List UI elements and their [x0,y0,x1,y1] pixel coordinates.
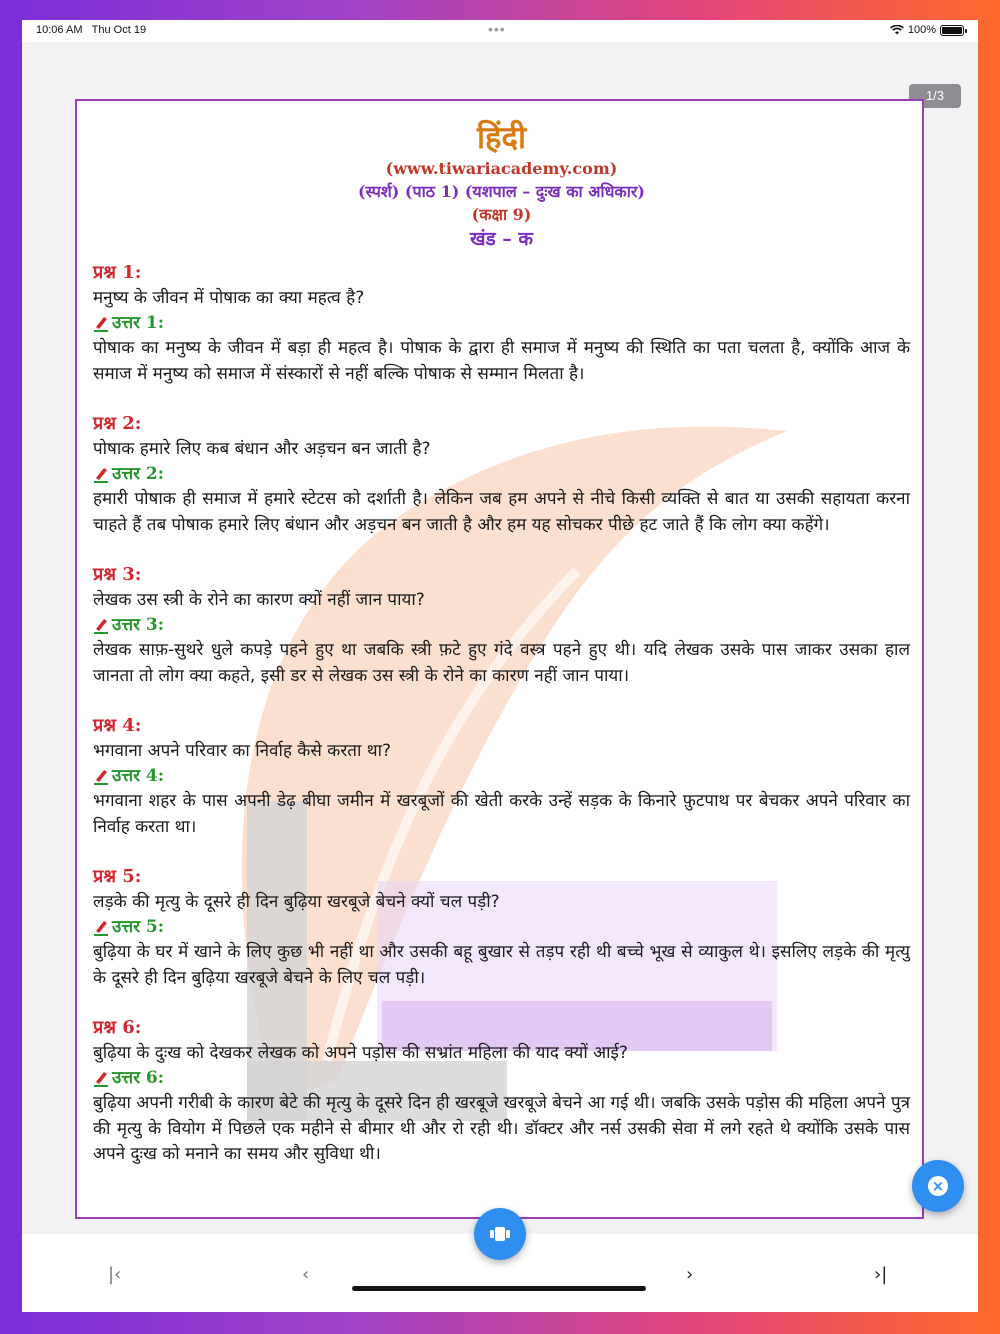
question-text: मनुष्य के जीवन में पोषाक का क्या महत्व है? [93,288,365,308]
home-indicator[interactable] [352,1286,646,1291]
status-bar [22,20,978,42]
qa-item [93,562,910,689]
view-mode-button[interactable] [474,1208,526,1260]
doc-section: खंड – क [469,228,534,250]
pen-icon [93,768,109,786]
wifi-icon [890,25,904,35]
view-mode-icon [489,1226,511,1242]
first-page-icon[interactable]: |‹ [108,1264,122,1285]
answer-text: बुढ़िया अपनी गरीबी के कारण बेटे की मृत्यु के दूसरे दिन ही खरबूजे खरबूजे बेचने आ गई थी। जबकि उसके पड़ोस की महिला अपने पुत्र की मृत्यु के वियोग में पिछले एक महीने से बीमार थी और रो रही थी। डॉक्टर और नर्स उसकी सेवा में लगे रहते थे क्योंकि उसके पास अपने दुःख को मनाने का समय और सुविधा थी। [93,1093,910,1164]
qa-item [93,411,910,538]
qa-item [93,260,910,387]
prev-page-icon[interactable]: ‹ [302,1264,310,1285]
answer-label: उत्तर 6: [93,1066,910,1091]
answer-text: बुढ़िया के घर में खाने के लिए कुछ भी नहीं था और उसकी बहू बुखार से तड़प रही थी बच्चे भूख से व्याकुल थे। इसलिए लड़के की मृत्यु के दूसरे ही दिन बुढ़िया खरबूजे बेचने के लिए चल पड़ी। [93,942,910,988]
answer-label: उत्तर 5: [93,915,910,940]
question-text: लेखक उस स्त्री के रोने का कारण क्यों नहीं जान पाया? [93,590,425,610]
page-content [77,101,924,1219]
close-button[interactable] [912,1160,964,1212]
answer-text: हमारी पोषाक ही समाज में हमारे स्टेटस को दर्शाती है। लेकिन जब हम अपने से नीचे किसी व्यक्ति से बात या उसकी सहायता करना चाहते हैं तब पोषाक हमारे लिए बंधान और अड़चन बन जाती है और हम यह सोचकर पीछे हट जाते हैं कि लोग क्या कहेंगे। [93,489,910,535]
pen-icon [93,617,109,635]
question-label: प्रश्न 6: [93,1017,142,1038]
answer-text: लेखक साफ़-सुथरे धुले कपड़े पहने हुए था जबकि स्त्री फ़टे हुए गंदे वस्त्र पहने हुए थी। यदि लेखक उसके पास जाकर उसका हाल जानता तो लोग क्या कहते, इसी डर से लेखक उस स्त्री के रोने का कारण नहीं जान पाया। [93,640,910,686]
answer-label: उत्तर 2: [93,462,910,487]
doc-title: हिंदी [477,120,526,156]
pdf-page[interactable] [75,99,924,1219]
pen-icon [93,1070,109,1088]
doc-class: (कक्षा 9) [471,205,532,224]
status-time: 10:06 AM Thu Oct 19 [36,24,147,36]
answer-label: उत्तर 4: [93,764,910,789]
last-page-icon[interactable]: ›| [874,1264,888,1285]
qa-item [93,713,910,840]
answer-label: उत्तर 3: [93,613,910,638]
pen-icon [93,919,109,937]
status-indicators [890,24,964,36]
answer-label: उत्तर 1: [93,311,910,336]
qa-item [93,1015,910,1168]
multitask-dots[interactable]: ••• [488,21,506,37]
ipad-screen [22,20,978,1312]
question-text: बुढ़िया के दुःख को देखकर लेखक को अपने पड़ोस की सभ्रांत महिला की याद क्यों आई? [93,1043,628,1063]
qa-item [93,864,910,991]
page-indicator: 1/3 [909,84,961,108]
question-label: प्रश्न 3: [93,564,142,585]
answer-text: पोषाक का मनुष्य के जीवन में बड़ा ही महत्व है। पोषाक के द्वारा ही समाज में मनुष्य की स्थिति का पता चलता है, क्योंकि आज के समाज में मनुष्य को समाज में संस्कारों से नहीं बल्कि पोषाक से सम्मान मिलता है। [93,338,910,384]
question-label: प्रश्न 4: [93,715,142,736]
question-label: प्रश्न 1: [93,262,142,283]
battery-percent: 100% [907,24,936,36]
question-text: पोषाक हमारे लिए कब बंधान और अड़चन बन जाती है? [93,439,431,459]
question-text: भगवाना अपने परिवार का निर्वाह कैसे करता था? [93,741,392,761]
doc-chapter: (स्पर्श) (पाठ 1) (यशपाल – दुःख का अधिकार) [358,182,645,201]
question-label: प्रश्न 2: [93,413,142,434]
pen-icon [93,466,109,484]
question-text: लड़के की मृत्यु के दूसरे ही दिन बुढ़िया खरबूजे बेचने क्यों चल पड़ी? [93,892,500,912]
next-page-icon[interactable]: › [686,1264,694,1285]
pen-icon [93,315,109,333]
pdf-viewer[interactable] [22,42,978,1254]
battery-icon [940,25,964,36]
question-label: प्रश्न 5: [93,866,142,887]
doc-url: (www.tiwariacademy.com) [385,159,618,178]
close-icon: × [928,1176,948,1196]
answer-text: भगवाना शहर के पास अपनी डेढ़ बीघा जमीन में खरबूजों की खेती करके उन्हें सड़क के किनारे फ़ुटपाथ पर बेचकर अपने परिवार का निर्वाह करता था। [93,791,910,837]
